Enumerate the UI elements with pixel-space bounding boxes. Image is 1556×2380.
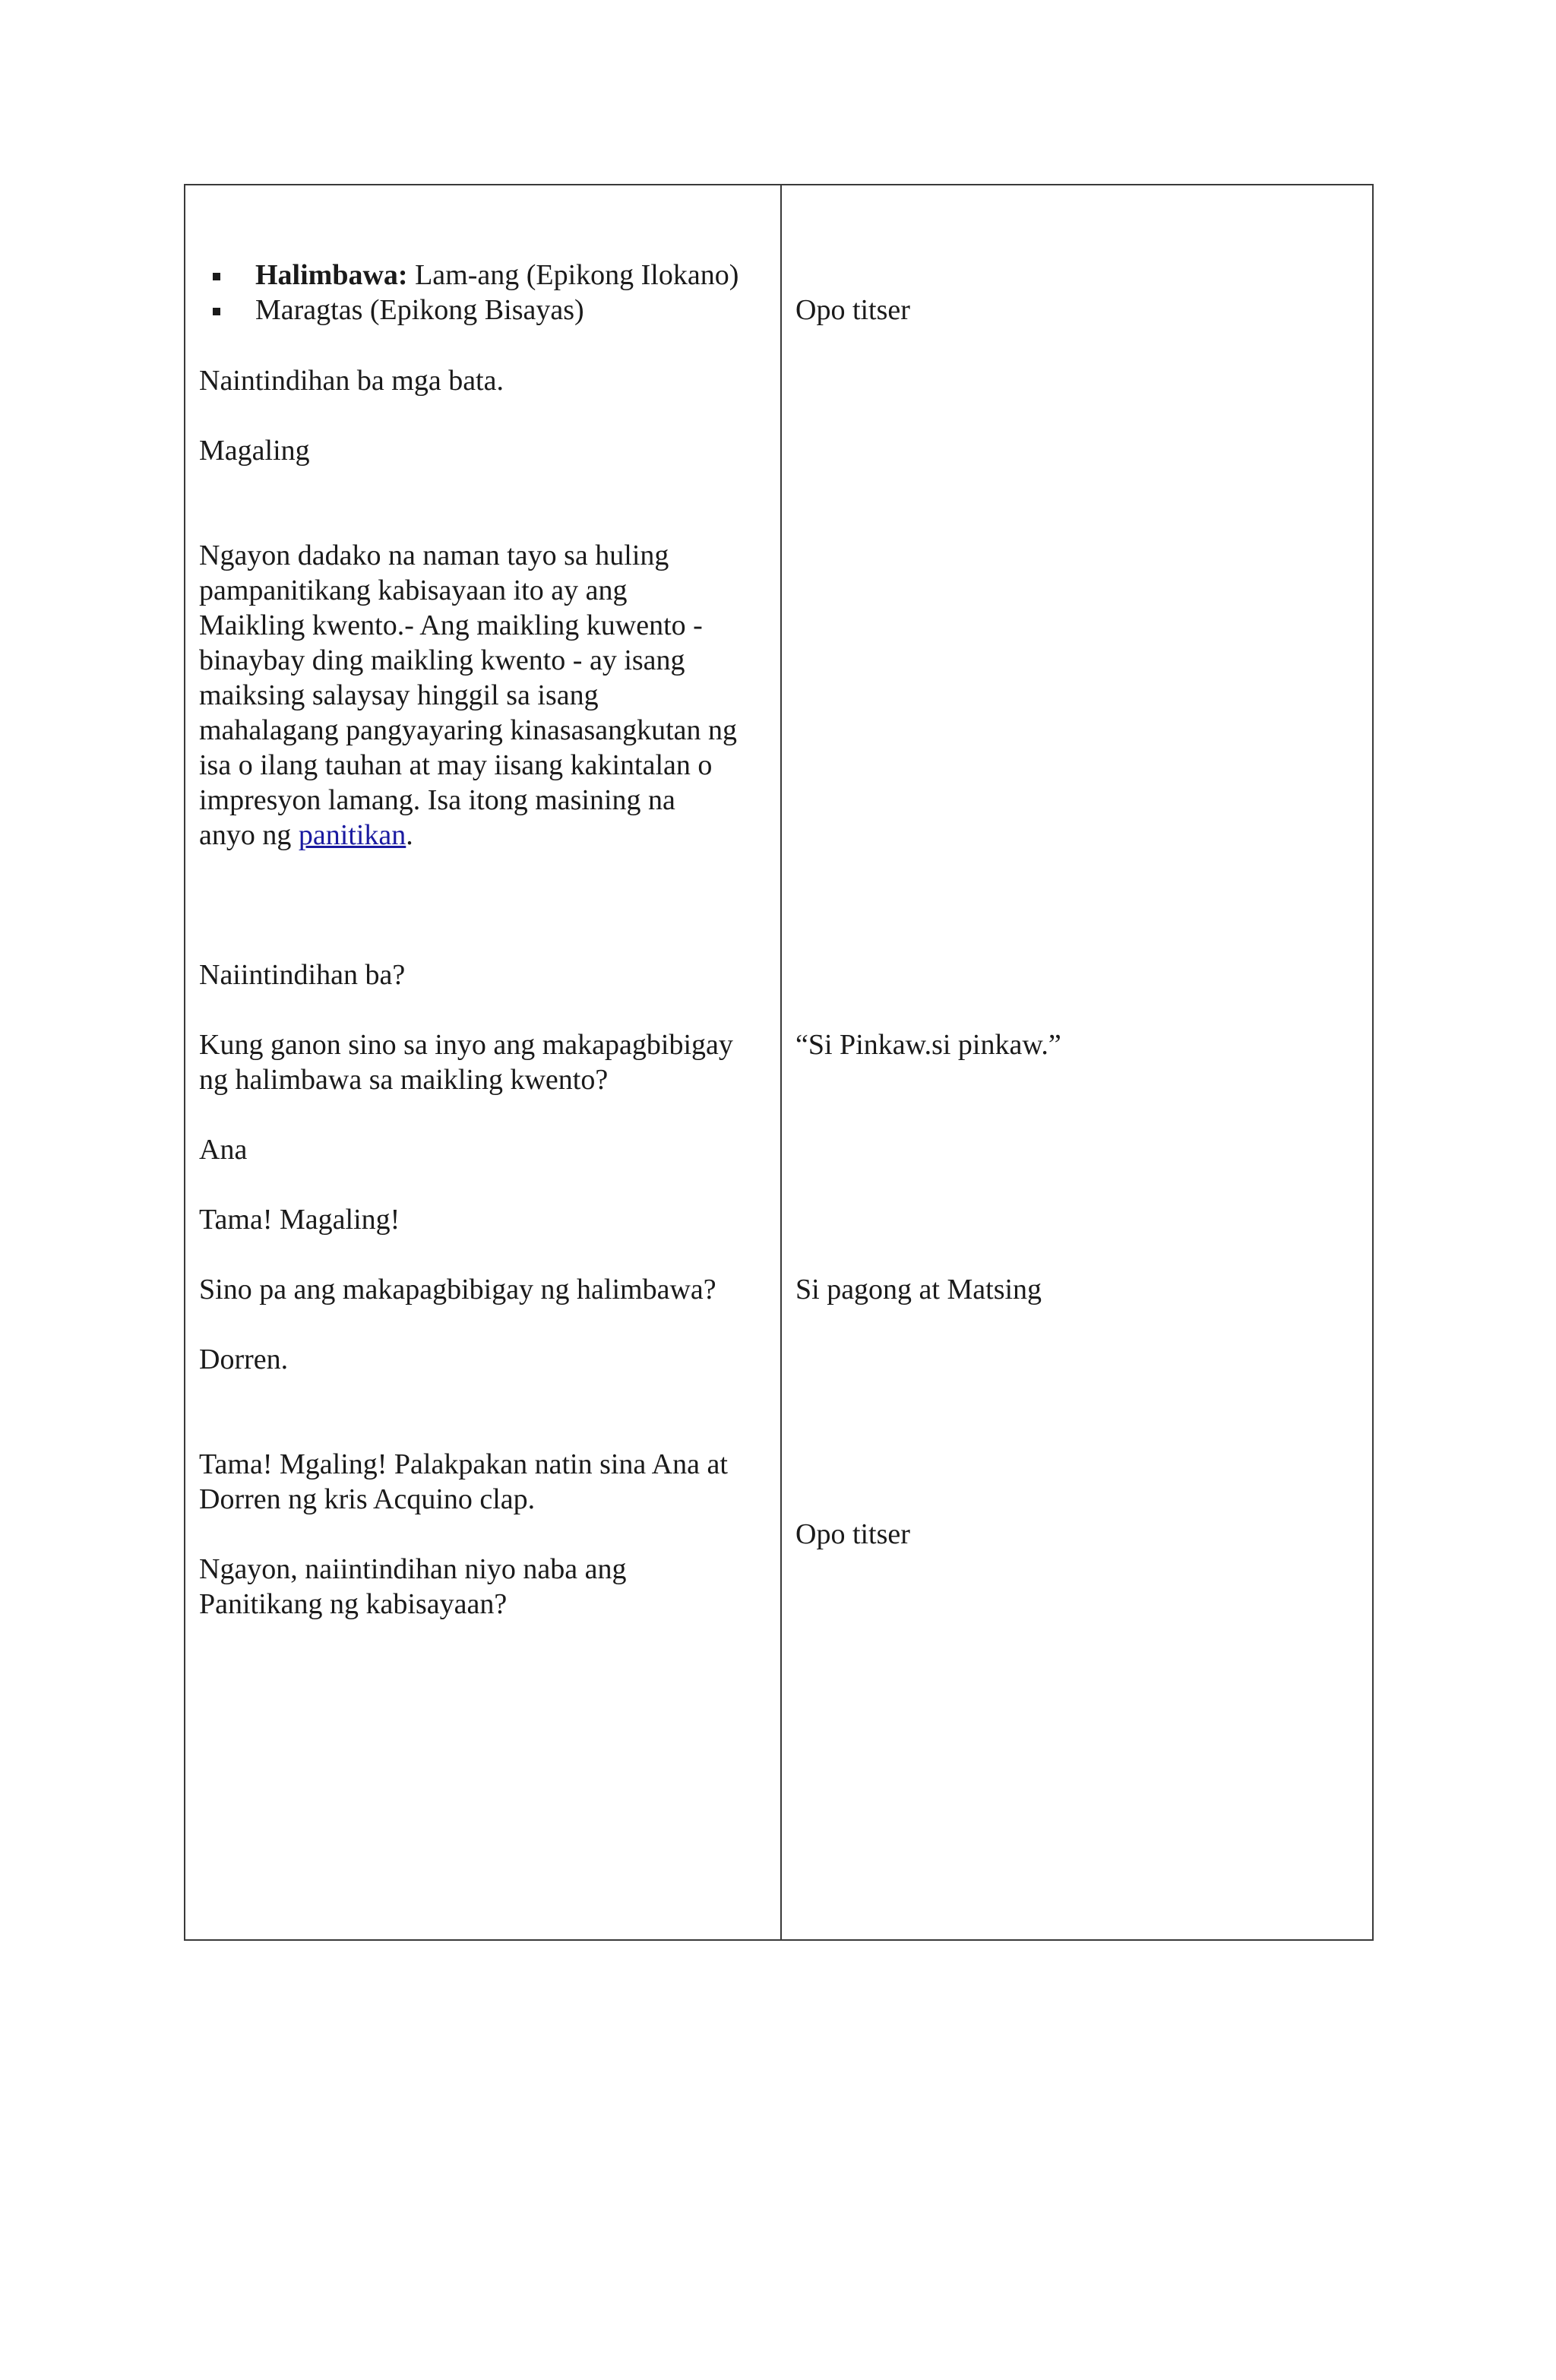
bullet-marker bbox=[213, 308, 220, 315]
student-column bbox=[782, 185, 1374, 1939]
paragraph-text: . bbox=[406, 819, 413, 851]
paragraph-line: mahalagang pangyayaring kinasasangkutan ng bbox=[199, 714, 738, 746]
panitikan-link[interactable]: panitikan bbox=[298, 819, 406, 851]
teacher-column bbox=[185, 185, 780, 1939]
paragraph-line: Ngayon dadako na naman tayo sa huling bbox=[199, 540, 669, 571]
tama-mgaling-line: Dorren ng kris Acquino clap. bbox=[199, 1483, 536, 1515]
paragraph-text: anyo ng bbox=[199, 819, 299, 851]
paragraph-last-line bbox=[199, 818, 413, 853]
naiintindihan-ba-text: Naiintindihan ba? bbox=[199, 959, 406, 991]
sino-pa-text: Sino pa ang makapagbibigay ng halimbawa? bbox=[199, 1274, 716, 1306]
paragraph-line: binaybay ding maikling kwento - ay isang bbox=[199, 644, 685, 676]
bullet-item-2 bbox=[255, 293, 584, 328]
lesson-table bbox=[184, 184, 1374, 1941]
paragraph-line: isa o ilang tauhan at may iisang kakintalan o bbox=[199, 749, 713, 781]
paragraph-line: Maikling kwento.- Ang maikling kuwento - bbox=[199, 609, 703, 641]
bullet-marker bbox=[213, 273, 220, 280]
ana-text: Ana bbox=[199, 1134, 248, 1166]
response-si-pagong: Si pagong at Matsing bbox=[795, 1274, 1042, 1306]
naintindihan-text: Naintindihan ba mga bata. bbox=[199, 365, 504, 397]
response-opo-titser: Opo titser bbox=[795, 294, 910, 326]
kung-ganon-line: Kung ganon sino sa inyo ang makapagbibigay bbox=[199, 1029, 733, 1061]
tama-magaling-text: Tama! Magaling! bbox=[199, 1204, 400, 1236]
bullet-text: Lam-ang (Epikong Ilokano) bbox=[407, 259, 739, 291]
paragraph-line: maiksing salaysay hinggil sa isang bbox=[199, 679, 599, 711]
ngayon-line: Ngayon, naiintindihan niyo naba ang bbox=[199, 1553, 627, 1585]
bullet-bold-prefix: Halimbawa: bbox=[255, 259, 408, 291]
tama-mgaling-line: Tama! Mgaling! Palakpakan natin sina Ana at bbox=[199, 1448, 728, 1480]
paragraph-line: pampanitikang kabisayaan ito ay ang bbox=[199, 574, 628, 606]
dorren-text: Dorren. bbox=[199, 1343, 289, 1375]
kung-ganon-line: ng halimbawa sa maikling kwento? bbox=[199, 1064, 609, 1096]
bullet-text: Maragtas (Epikong Bisayas) bbox=[255, 294, 584, 326]
ngayon-line: Panitikang ng kabisayaan? bbox=[199, 1588, 508, 1620]
bullet-item-1 bbox=[255, 258, 738, 293]
response-opo-titser: Opo titser bbox=[795, 1518, 910, 1550]
paragraph-line: impresyon lamang. Isa itong masining na bbox=[199, 784, 675, 816]
magaling-text: Magaling bbox=[199, 435, 310, 467]
response-si-pinkaw: “Si Pinkaw.si pinkaw.” bbox=[795, 1029, 1061, 1061]
